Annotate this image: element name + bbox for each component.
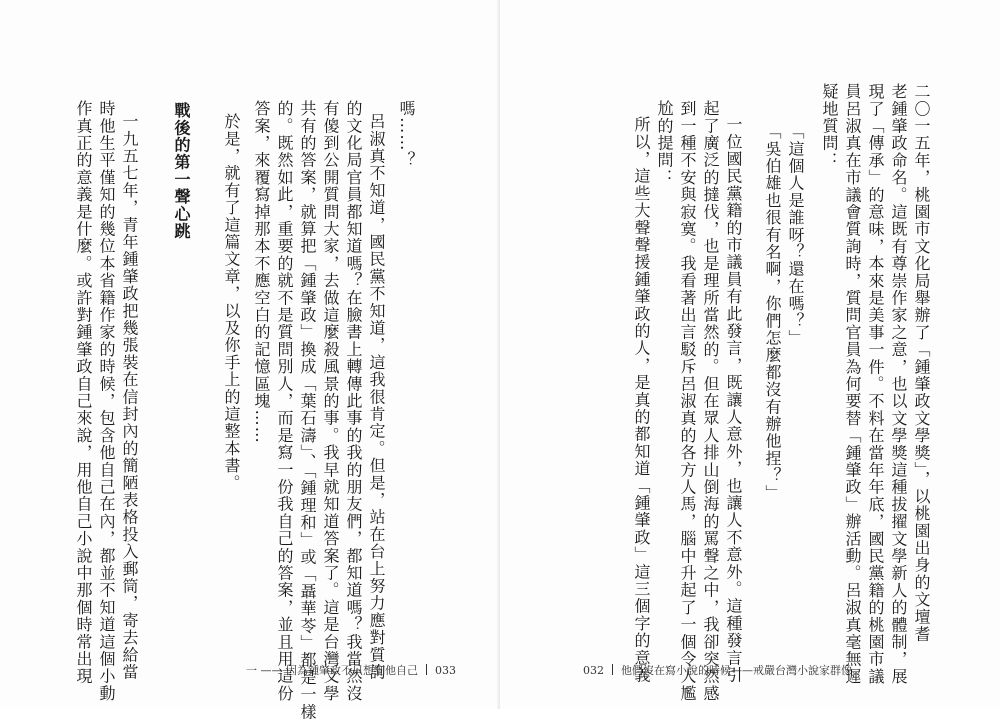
page-number: 033 xyxy=(435,664,456,677)
running-head: 一 —— 因為鍾肇政不只想到他自己 xyxy=(246,664,418,677)
text-column: 一九五七年，青年鍾肇政把幾張裝在信封內的簡陋表格投入郵筒，寄去給當 xyxy=(120,113,139,681)
right-footer xyxy=(583,662,852,678)
text-column: 有傻到公開質問大家，去做這麼殺風景的事。我早就知道答案了。這是台灣文學 xyxy=(321,100,340,702)
section-heading: 戰後的第一聲心跳 xyxy=(172,102,191,240)
text-column: 的文化局官員都知道嗎？在臉書上轉傳此事的我的朋友們，都知道嗎？我當然沒 xyxy=(344,100,363,702)
page-number: 032 xyxy=(583,664,604,677)
text-column: 於是，就有了這篇文章，以及你手上的這整本書。 xyxy=(222,113,241,492)
text-column: 到一種不安與寂寞。我看著出言駁斥呂淑真的各方人馬，腦中升起了一個令人尷 xyxy=(678,100,697,702)
quote-line: 「吳伯雄也很有名啊，你們怎麼都沒有辦他捏？」 xyxy=(763,123,782,502)
text-column: 嗎……？ xyxy=(397,100,416,169)
text-column: 二〇一五年，桃園市文化局舉辦了「鍾肇政文學獎」，以桃園出身的文壇耆 xyxy=(912,83,931,643)
running-head: 他們沒在寫小說的時候——戒嚴台灣小說家群像 xyxy=(621,664,852,677)
text-column: 現了「傳承」的意味，本來是美事一件。不料在當年年底，國民黨籍的桃園市議 xyxy=(866,83,885,685)
quote-line: 「這個人是誰呀？還在嗎？」 xyxy=(786,123,805,347)
footer-divider xyxy=(426,664,427,675)
text-column: 尬的提問： xyxy=(655,100,674,186)
text-column: 呂淑真不知道，國民黨不知道，這我很肯定。但是，站在台上努力應對質詢 xyxy=(367,113,386,681)
left-footer xyxy=(246,662,456,678)
text-column: 所以，這些大聲聲援鍾肇政的人，是真的都知道「鍾肇政」這三個字的意義 xyxy=(632,116,651,684)
right-page xyxy=(500,0,1000,709)
text-column: 時他生平僅知的幾位本省籍作家的時候，包含他自己在內，都並不知道這個小動 xyxy=(97,100,116,702)
text-column: 答案，來覆寫掉那本不應空白的記憶區塊…… xyxy=(252,100,271,444)
text-column: 疑地質問： xyxy=(820,83,839,169)
text-column: 起了廣泛的撻伐，也是理所當然的。但在眾人排山倒海的罵聲之中，我卻突然感 xyxy=(701,100,720,702)
text-column: 共有的答案，就算把「鍾肇政」換成「葉石濤」、「鍾理和」或「聶華苓」都是一樣 xyxy=(298,100,317,720)
text-column: 的。既然如此，重要的就不是質問別人，而是寫一份我自己的答案，並且用這份 xyxy=(275,100,294,702)
text-column: 員呂淑真在市議會質詢時，質問官員為何要替「鍾肇政」辦活動。呂淑真毫無遲 xyxy=(843,83,862,685)
text-column: 作真正的意義是什麼。或許對鍾肇政自己來說，用他自己小說中那個時常出現 xyxy=(74,100,93,685)
footer-divider xyxy=(612,664,613,675)
text-column: 老鍾肇政命名。這既有尊崇作家之意，也以文學獎這種拔擢文學新人的體制，展 xyxy=(889,83,908,685)
text-column: 一位國民黨籍的市議員有此發言，既讓人意外，也讓人不意外。這種發言引 xyxy=(724,116,743,684)
